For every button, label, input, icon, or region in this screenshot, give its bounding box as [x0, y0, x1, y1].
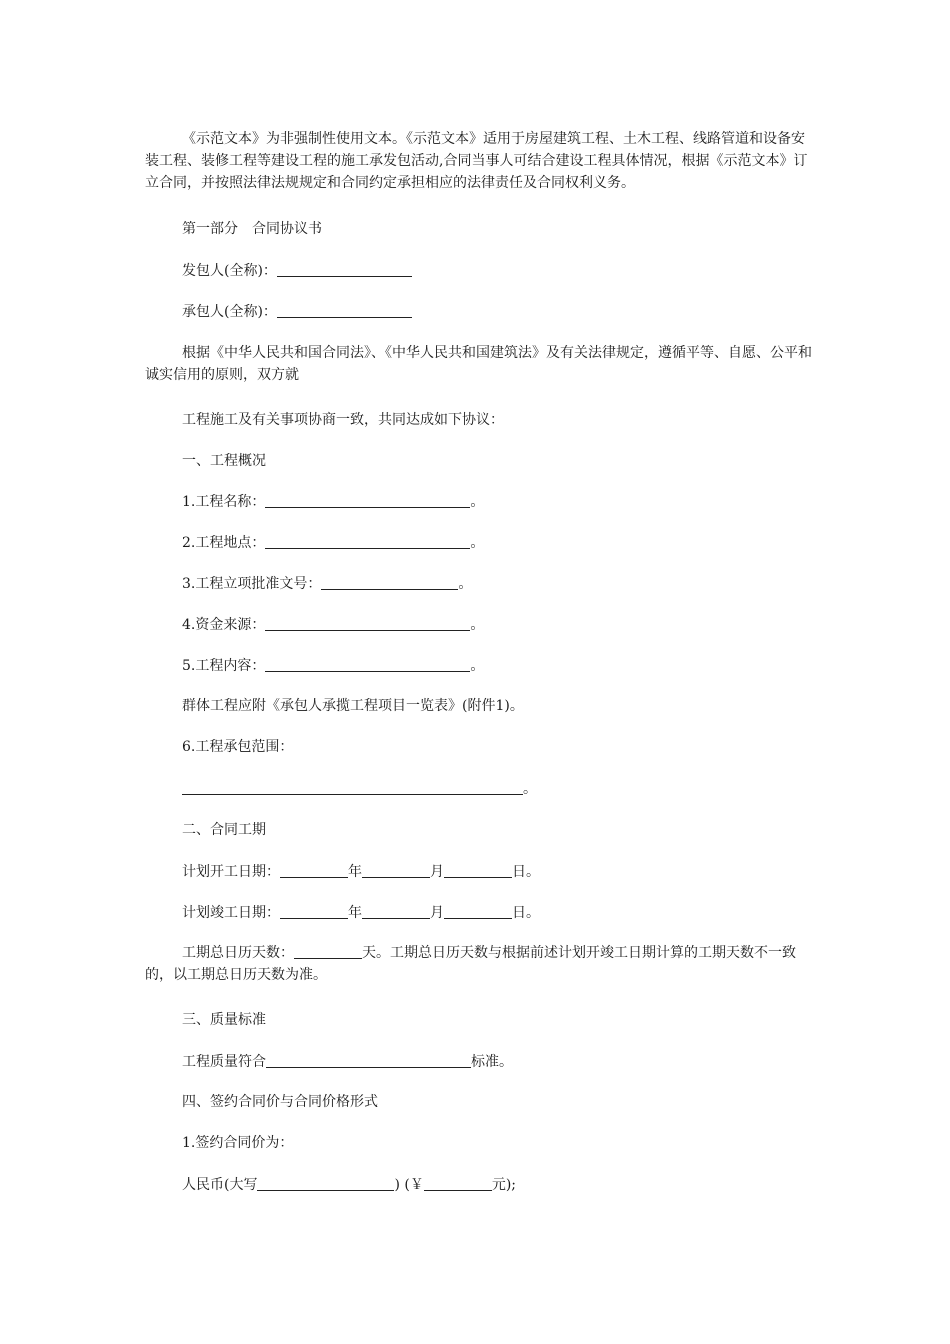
- scope-period: 。: [523, 781, 537, 797]
- contractor-label: 承包人(全称)：: [182, 304, 277, 320]
- rmb-label: 人民币(大写: [182, 1177, 258, 1193]
- rmb-mid: ) (￥: [394, 1177, 424, 1193]
- start-day-blank[interactable]: [444, 864, 512, 878]
- item-4-label: 4.资金来源：: [182, 617, 266, 633]
- section-2-heading: 二、合同工期: [182, 822, 266, 838]
- item-4-line: [182, 617, 484, 632]
- price-label: 1.签约合同价为：: [182, 1135, 294, 1151]
- end-day-blank[interactable]: [444, 905, 512, 919]
- section-4-heading: 四、签约合同价与合同价格形式: [182, 1094, 378, 1110]
- group-project-note: 群体工程应附《承包人承揽工程项目一览表》(附件1)。: [182, 698, 524, 714]
- end-year-blank[interactable]: [280, 905, 348, 919]
- scope-blank[interactable]: [182, 781, 523, 795]
- end-year-unit: 年: [348, 905, 362, 921]
- end-date-label: 计划竣工日期：: [182, 905, 280, 921]
- item-5-label: 5.工程内容：: [182, 658, 266, 674]
- item-1-label: 1.工程名称：: [182, 494, 266, 510]
- section-1-heading: 一、工程概况: [182, 453, 266, 469]
- contractor-line: [182, 304, 412, 319]
- basis-paragraph: 根据《中华人民共和国合同法》、《中华人民共和国建筑法》及有关法律规定，遵循平等、自愿、公平和诚实信用的原则，双方就: [145, 345, 812, 383]
- scope-line: [182, 781, 537, 796]
- funding-source-blank[interactable]: [265, 617, 470, 631]
- rmb-line: [182, 1177, 516, 1192]
- start-month-unit: 月: [430, 864, 444, 880]
- start-date-line: [182, 864, 540, 879]
- item-3-line: [182, 576, 472, 591]
- employer-blank[interactable]: [277, 263, 412, 277]
- intro-paragraph: 《示范文本》为非强制性使用文本。《示范文本》适用于房屋建筑工程、土木工程、线路管道和设备安装工程、装修工程等建设工程的施工承发包活动,合同当事人可结合建设工程具体情况，根据《示范文本》订立合同，并按照法律法规规定和合同约定承担相应的法律责任及合同权利义务。: [145, 131, 808, 191]
- rmb-tail: 元);: [491, 1177, 517, 1193]
- item-6-label: 6.工程承包范围：: [182, 739, 294, 755]
- approval-number-blank[interactable]: [321, 576, 458, 590]
- item-1-line: [182, 494, 484, 509]
- item-4-period: 。: [470, 617, 485, 633]
- total-days-paragraph: [145, 942, 815, 986]
- start-month-blank[interactable]: [362, 864, 430, 878]
- employer-line: [182, 263, 412, 278]
- total-days-blank[interactable]: [294, 945, 362, 959]
- item-3-label: 3.工程立项批准文号：: [182, 576, 322, 592]
- section-3-heading: 三、质量标准: [182, 1012, 266, 1028]
- quality-line: [182, 1054, 513, 1069]
- end-day-unit: 日。: [512, 905, 540, 921]
- total-days-text: 天。工期总日历天数与根据前述计划开竣工日期计算的工期天数不一致的，以工期总日历天数为准。: [145, 945, 796, 983]
- employer-label: 发包人(全称)：: [182, 263, 277, 279]
- agreement-line: 工程施工及有关事项协商一致，共同达成如下协议：: [182, 412, 504, 428]
- start-year-unit: 年: [348, 864, 362, 880]
- quality-tail: 标准。: [471, 1054, 513, 1070]
- rmb-uppercase-blank[interactable]: [257, 1177, 394, 1191]
- end-month-blank[interactable]: [362, 905, 430, 919]
- project-content-blank[interactable]: [265, 658, 470, 672]
- item-1-period: 。: [470, 494, 485, 510]
- end-date-line: [182, 905, 540, 920]
- item-2-label: 2.工程地点：: [182, 535, 266, 551]
- start-day-unit: 日。: [512, 864, 540, 880]
- project-name-blank[interactable]: [265, 494, 470, 508]
- rmb-amount-blank[interactable]: [424, 1177, 492, 1191]
- contractor-blank[interactable]: [277, 304, 412, 318]
- quality-standard-blank[interactable]: [266, 1054, 471, 1068]
- start-date-label: 计划开工日期：: [182, 864, 280, 880]
- project-location-blank[interactable]: [265, 535, 470, 549]
- item-5-line: [182, 658, 484, 673]
- end-month-unit: 月: [430, 905, 444, 921]
- item-3-period: 。: [458, 576, 473, 592]
- total-days-label: 工期总日历天数：: [182, 945, 294, 961]
- item-2-period: 。: [470, 535, 485, 551]
- start-year-blank[interactable]: [280, 864, 348, 878]
- part-title: 第一部分 合同协议书: [182, 221, 322, 237]
- quality-label: 工程质量符合: [182, 1054, 266, 1070]
- item-5-period: 。: [470, 658, 485, 674]
- item-2-line: [182, 535, 484, 550]
